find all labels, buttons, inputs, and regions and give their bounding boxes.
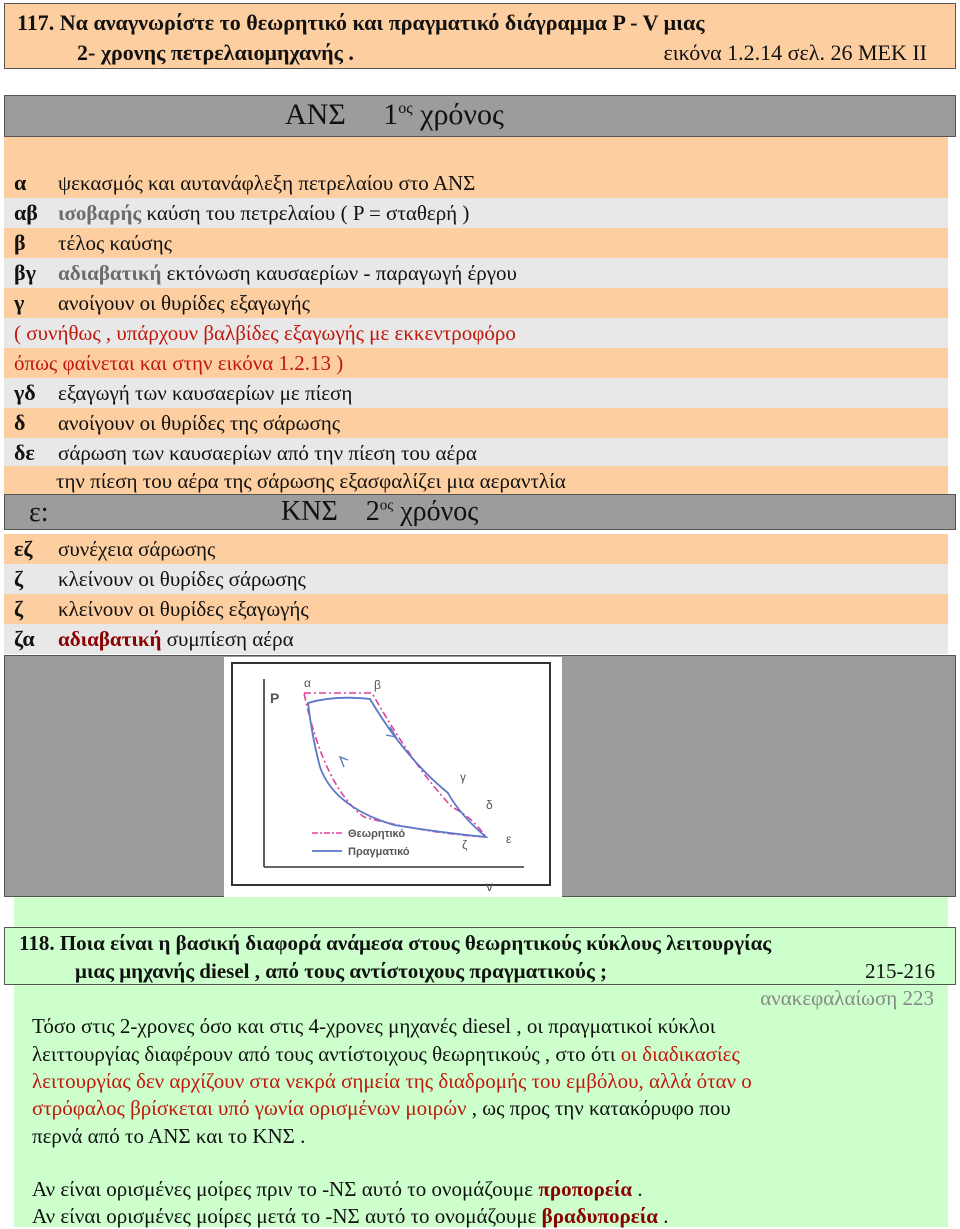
- spacer-band: [4, 137, 948, 168]
- section2-title: ΚΝΣ: [281, 496, 338, 527]
- section-header-2nd-stroke: [4, 494, 956, 530]
- point-d: δ: [486, 798, 493, 812]
- section2-num: 2: [365, 496, 380, 527]
- point-b: β: [374, 678, 381, 692]
- point-e: ε: [506, 832, 512, 846]
- section-header-1st-stroke: [4, 95, 956, 137]
- row-d: δ ανοίγουν οι θυρίδες της σάρωσης: [4, 408, 948, 438]
- q117-reference: εικόνα 1.2.14 σελ. 26 ΜΕΚ ΙΙ: [663, 40, 927, 65]
- section2-word: χρόνος: [400, 496, 479, 527]
- row-note-1: ( συνήθως , υπάρχουν βαλβίδες εξαγωγής με εκκεντροφόρο: [4, 318, 948, 348]
- answer-line-6: Αν είναι ορισμένες μοίρες πριν το -ΝΣ αυτό το ονομάζουμε προπορεία .: [32, 1177, 643, 1201]
- row-a: α ψεκασμός και αυτανάφλεξη πετρελαίου στο ΑΝΣ: [4, 168, 948, 198]
- answer-line-4: στρόφαλος βρίσκεται υπό γωνία ορισμένων μοιρών , ως προς την κατακόρυφο που: [32, 1096, 731, 1120]
- answer-line-5: περνά από το ΑΝΣ και το ΚΝΣ .: [32, 1124, 306, 1148]
- row-g: γ ανοίγουν οι θυρίδες εξαγωγής: [4, 288, 948, 318]
- row-z2: ζ κλείνουν οι θυρίδες εξαγωγής: [4, 594, 948, 624]
- axis-p-label: P: [270, 690, 280, 706]
- row-ab: αβ ισοβαρής καύση του πετρελαίου ( P = σταθερή ): [4, 198, 948, 228]
- row-za: ζα αδιαβατική συμπίεση αέρα: [4, 624, 948, 654]
- section1-title: ΑΝΣ: [285, 98, 346, 131]
- answer-line-7: Αν είναι ορισμένες μοίρες μετά το -ΝΣ αυτό το ονομάζουμε βραδυπορεία .: [32, 1204, 669, 1228]
- axis-v-label: v: [486, 878, 493, 894]
- q118-line2: μιας μηχανής diesel , από τους αντίστοιχους πραγματικούς ;: [75, 959, 608, 983]
- row-de: δε σάρωση των καυσαερίων από την πίεση του αέρα: [4, 438, 948, 468]
- section2-label: ε:: [29, 497, 49, 528]
- section1-word: χρόνος: [420, 98, 504, 131]
- row-ez: εζ συνέχεια σάρωσης: [4, 534, 948, 564]
- point-z: ζ: [462, 838, 468, 852]
- row-gd: γδ εξαγωγή των καυσαερίων με πίεση: [4, 378, 948, 408]
- pv-diagram: [224, 657, 562, 897]
- point-g: γ: [460, 770, 466, 784]
- legend-theoretical: Θεωρητικό: [348, 828, 406, 840]
- point-a: α: [304, 676, 311, 690]
- answer-line-1: Τόσο στις 2-χρονες όσο και στις 4-χρονες μηχανές diesel , οι πραγματικοί κύκλοι: [32, 1014, 716, 1038]
- q118-line1: 118. Ποια είναι η βασική διαφορά ανάμεσα στους θεωρητικούς κύκλους λειτουργίας: [19, 931, 772, 955]
- row-b: β τέλος καύσης: [4, 228, 948, 258]
- q117-line1: 117. Να αναγνωρίστε το θεωρητικό και πραγματικό διάγραμμα P - V μιας: [17, 10, 705, 35]
- row-z1: ζ κλείνουν οι θυρίδες σάρωσης: [4, 564, 948, 594]
- row-bg: βγ αδιαβατική εκτόνωση καυσαερίων - παραγωγή έργου: [4, 258, 948, 288]
- question-117-box: [4, 3, 956, 69]
- row-note-2: όπως φαίνεται και στην εικόνα 1.2.13 ): [4, 348, 948, 378]
- row-note-3: την πίεση του αέρα της σάρωσης εξασφαλίζει μια αεραντλία: [4, 466, 948, 496]
- section1-num: 1: [383, 98, 399, 131]
- answer-line-3: λειτουργίας δεν αρχίζουν στα νεκρά σημεία της διαδρομής του εμβόλου, αλλά όταν ο: [32, 1069, 752, 1093]
- answer-line-2: λειττουργίας διαφέρουν από τους αντίστοιχους θεωρητικούς , στο ότι οι διαδικασίες: [32, 1042, 740, 1066]
- section1-sup: ος: [398, 100, 413, 117]
- section2-sup: ος: [379, 497, 394, 514]
- recap-reference: ανακεφαλαίωση 223: [760, 986, 934, 1010]
- q118-reference: 215-216: [865, 959, 935, 983]
- q117-line2: 2- χρονης πετρελαιομηχανής .: [77, 40, 354, 65]
- legend-actual: Πραγματικό: [348, 846, 410, 858]
- question-118-box: [4, 927, 956, 985]
